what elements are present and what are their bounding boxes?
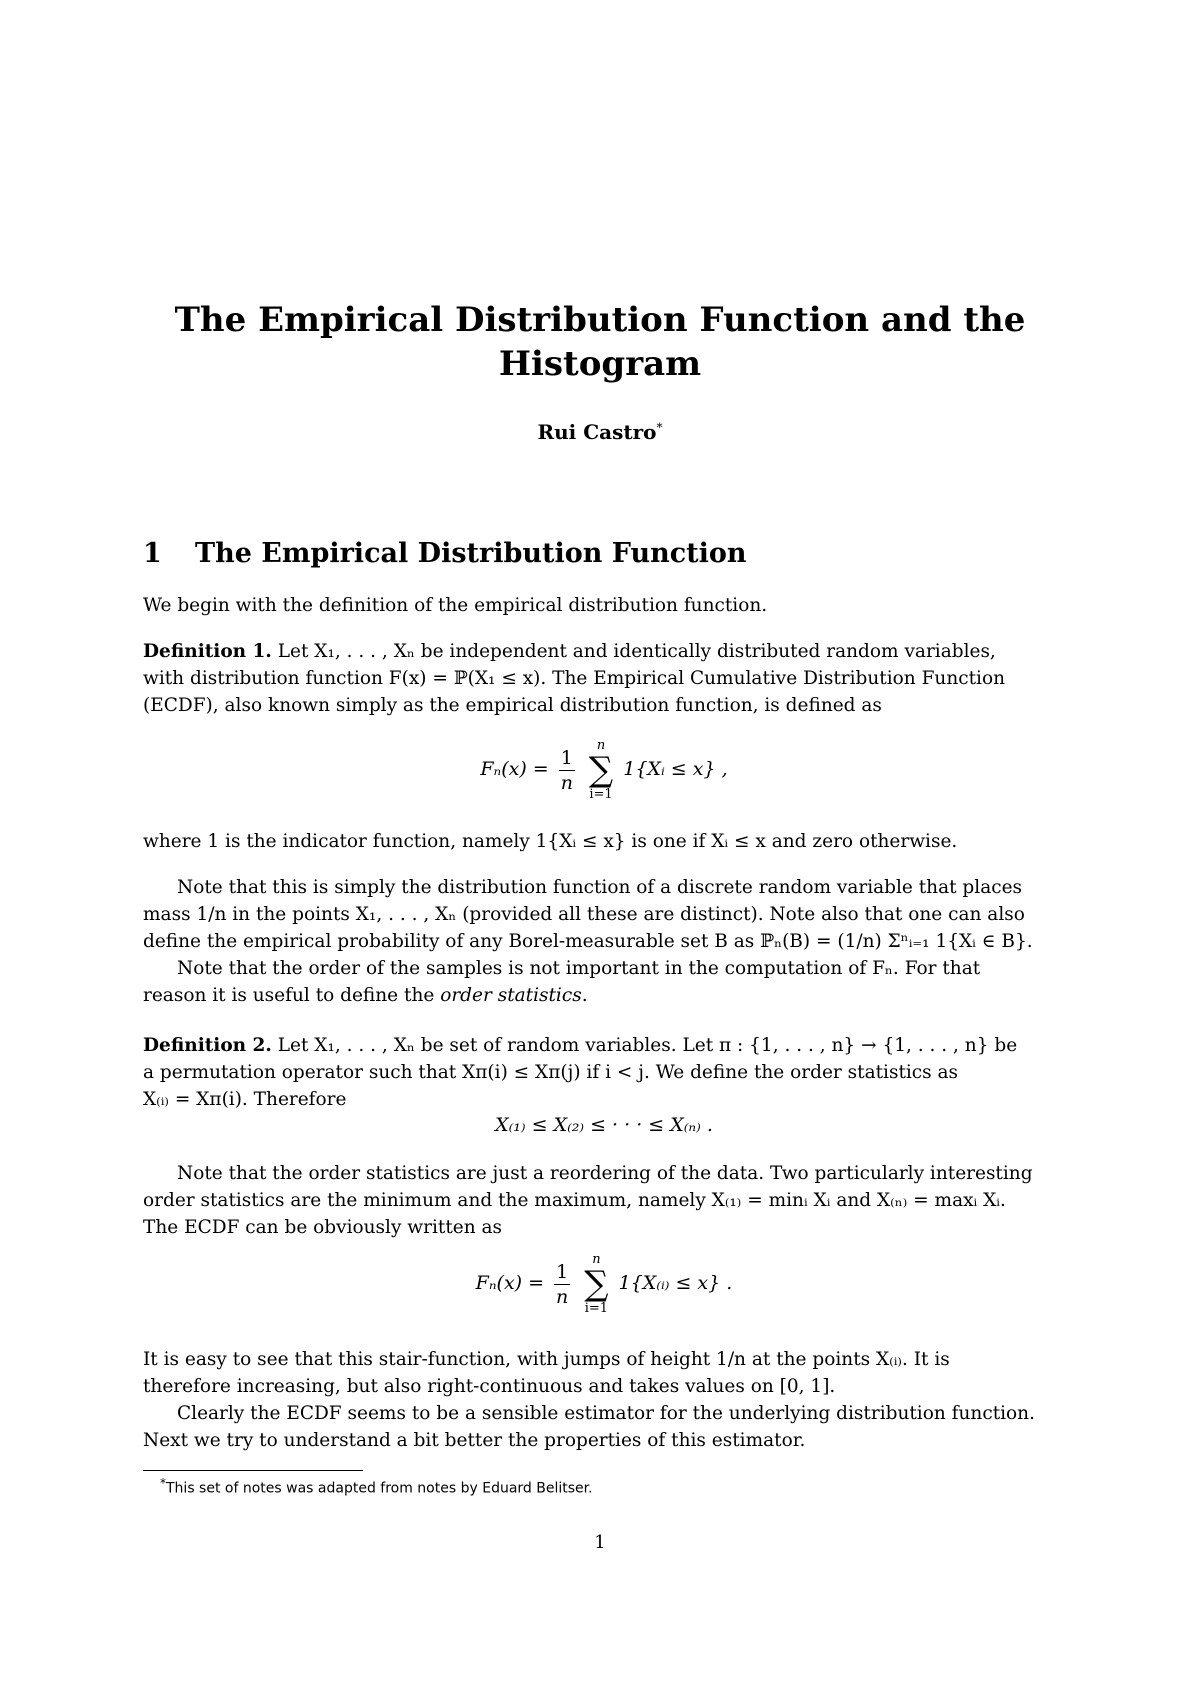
page-number: 1	[594, 1532, 606, 1553]
note-1-line-2: mass 1/n in the points X₁, . . . , Xₙ (provided all these are distinct). Note also that one can also	[143, 904, 1025, 925]
estimator-line-1: Clearly the ECDF seems to be a sensible estimator for the underlying distribution function.	[177, 1403, 1035, 1424]
eq3-fraction	[554, 1260, 570, 1309]
eq1-lhs: Fₙ(x) =	[480, 758, 549, 780]
eq3-rhs: 1{X₍ᵢ₎ ≤ x} .	[618, 1272, 733, 1294]
section-number: 1	[143, 538, 162, 569]
paper-title-line-1: The Empirical Distribution Function and the	[174, 300, 1026, 340]
eq1-fraction	[559, 746, 575, 795]
eq1-rhs: 1{Xᵢ ≤ x} ,	[623, 758, 728, 780]
equation-ecdf-order	[143, 1252, 1065, 1316]
equation-order-statistics: X₍₁₎ ≤ X₍₂₎ ≤ · · · ≤ X₍ₙ₎ .	[495, 1114, 713, 1136]
indicator-explanation: where 1 is the indicator function, namely 1{Xᵢ ≤ x} is one if Xᵢ ≤ x and zero otherwise.	[143, 831, 958, 852]
eq3-numerator: 1	[556, 1260, 569, 1283]
eq1-sum-upper: n	[596, 738, 606, 753]
note-paragraph-2	[143, 955, 1065, 1009]
footnote-rule	[143, 1470, 363, 1471]
author-name: Rui Castro	[537, 420, 657, 444]
stair-function-paragraph	[143, 1346, 1065, 1400]
definition-2-line-3: X₍ᵢ₎ = Xπ(i). Therefore	[143, 1089, 347, 1110]
definition-1-line-3: (ECDF), also known simply as the empirical distribution function, is defined as	[143, 695, 882, 716]
definition-2	[143, 1032, 1065, 1113]
note-3-line-2: order statistics are the minimum and the maximum, namely X₍₁₎ = minᵢ Xᵢ and X₍ₙ₎ = maxᵢ Xᵢ.	[143, 1190, 1006, 1211]
section-heading	[143, 538, 747, 569]
eq3-sum: n ∑ i=1	[584, 1252, 609, 1316]
definition-2-line-1: Let X₁, . . . , Xₙ be set of random variables. Let π : {1, . . . , n} → {1, . . . , n} be	[277, 1035, 1018, 1056]
note-2-line-2b: .	[581, 985, 588, 1006]
definition-1-line-1: Let X₁, . . . , Xₙ be independent and identically distributed random variables,	[277, 641, 996, 662]
definition-2-line-2: a permutation operator such that Xπ(i) ≤ Xπ(j) if i < j. We define the order statistics as	[143, 1062, 959, 1083]
definition-2-head: Definition 2.	[143, 1035, 272, 1056]
note-3-line-3: The ECDF can be obviously written as	[143, 1217, 503, 1238]
footnote-mark: *	[160, 1476, 166, 1490]
section-title: The Empirical Distribution Function	[195, 538, 747, 569]
eq3-sum-lower: i=1	[584, 1301, 609, 1316]
note-paragraph-3	[143, 1160, 1065, 1241]
stair-line-2: therefore increasing, but also right-continuous and takes values on [0, 1].	[143, 1376, 836, 1397]
note-2-line-1: Note that the order of the samples is not important in the computation of Fₙ. For that	[177, 958, 981, 979]
eq3-lhs: Fₙ(x) =	[475, 1272, 545, 1294]
definition-1-line-2: with distribution function F(x) = ℙ(X₁ ≤ x). The Empirical Cumulative Distribution Function	[143, 668, 1006, 689]
eq3-denominator: n	[556, 1285, 569, 1308]
footnote-text: This set of notes was adapted from notes by Eduard Belitser.	[166, 1480, 593, 1497]
definition-1	[143, 638, 1065, 719]
stair-line-1: It is easy to see that this stair-function, with jumps of height 1/n at the points X₍ᵢ₎. It is	[143, 1349, 950, 1370]
eq1-sum: n ∑ i=1	[588, 738, 614, 802]
estimator-line-2: Next we try to understand a bit better the properties of this estimator.	[143, 1430, 806, 1451]
equation-ecdf	[143, 738, 1065, 802]
eq1-denominator: n	[560, 771, 573, 794]
author-footnote-mark: *	[656, 420, 663, 435]
definition-1-head: Definition 1.	[143, 641, 272, 662]
note-2-line-2a: reason it is useful to define the	[143, 985, 441, 1006]
paper-title-line-2: Histogram	[498, 344, 702, 384]
estimator-paragraph	[143, 1400, 1065, 1454]
note-paragraph-1	[143, 874, 1065, 955]
note-3-line-1: Note that the order statistics are just a reordering of the data. Two particularly interesting	[177, 1163, 1033, 1184]
footnote	[160, 1476, 593, 1497]
note-1-line-3: define the empirical probability of any Borel-measurable set B as ℙₙ(B) = (1/n) Σⁿᵢ₌₁ 1{Xᵢ ∈ B}.	[143, 931, 1033, 952]
author	[0, 420, 1200, 444]
intro-paragraph: We begin with the definition of the empirical distribution function.	[143, 595, 768, 616]
eq1-numerator: 1	[560, 746, 573, 769]
eq3-sum-upper: n	[592, 1252, 601, 1267]
order-statistics-term: order statistics	[440, 985, 582, 1006]
eq1-sum-lower: i=1	[589, 787, 613, 802]
note-1-line-1: Note that this is simply the distribution function of a discrete random variable that places	[177, 877, 1023, 898]
